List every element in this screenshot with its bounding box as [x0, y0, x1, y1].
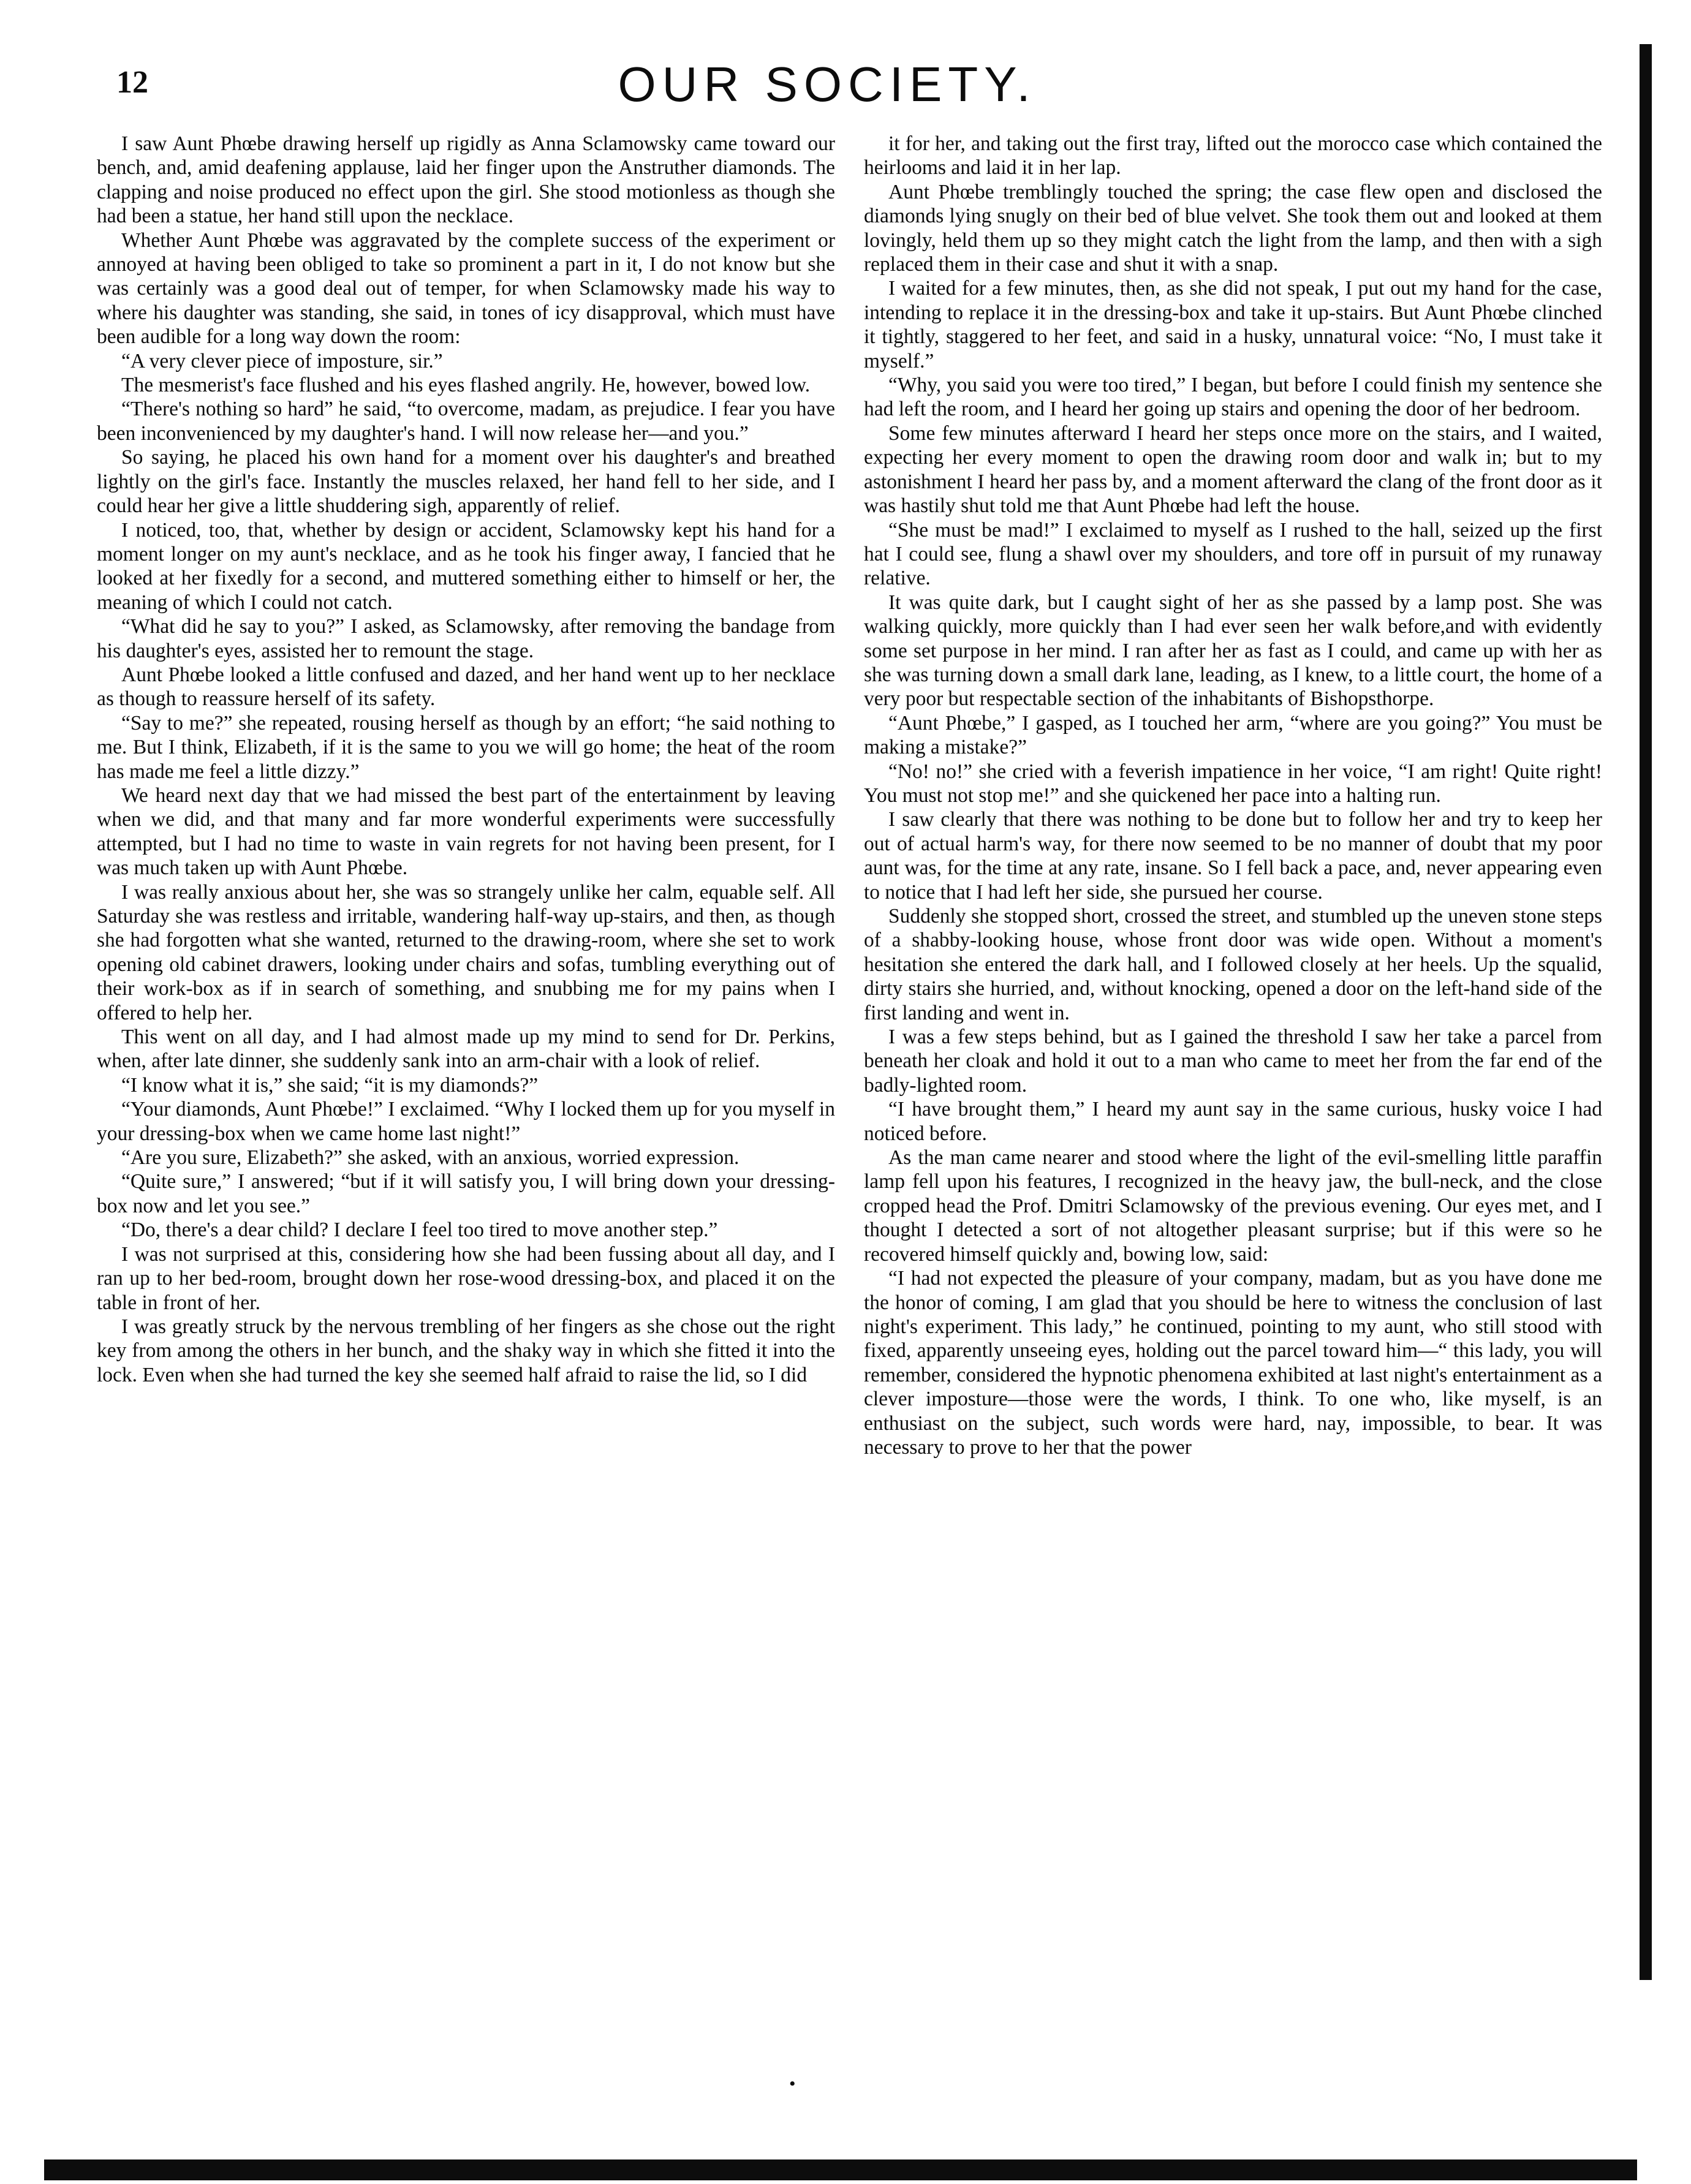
paragraph: So saying, he placed his own hand for a moment over his daughter's and breathed lightly on the girl's face. Instantly the muscles relaxed, her hand fell to her side, and I could hear her give a little shuddering sigh, apparently of relief.: [97, 446, 835, 518]
paragraph: I was not surprised at this, considering how she had been fussing about all day, and I ran up to her bed-room, brought down her rose-wood dressing-box, and placed it on the table in front of her.: [97, 1242, 835, 1314]
paragraph: “There's nothing so hard” he said, “to overcome, madam, as prejudice. I fear you have been inconvenienced by my daughter's hand. I will now release her—and you.”: [97, 398, 835, 445]
bottom-rule: [44, 2159, 1637, 2180]
paragraph: I noticed, too, that, whether by design or accident, Sclamowsky kept his hand for a moment longer on my aunt's necklace, and as he took his finger away, I fancied that he looked at her fixedly for a second, and muttered something either to himself or her, the meaning of which I could not catch.: [97, 518, 835, 614]
page-number: 12: [116, 65, 148, 100]
paragraph: This went on all day, and I had almost made up my mind to send for Dr. Perkins, when, after late dinner, she suddenly sank into an arm-chair with a look of relief.: [97, 1026, 835, 1073]
vertical-rule: [1640, 44, 1652, 1980]
footer-dot: •: [789, 2074, 796, 2094]
paragraph: Some few minutes afterward I heard her steps once more on the stairs, and I waited, expecting her every moment to open the drawing room door and walk in; but to my astonishment I heard her pass by, and a moment afterward the clang of the front door as it was hastily shut told me that Aunt Phœbe had left the house.: [864, 421, 1602, 518]
paragraph: I saw Aunt Phœbe drawing herself up rigidly as Anna Sclamowsky came toward our bench, and, amid deafening applause, laid her finger upon the Anstruther diamonds. The clapping and noise produced no effect upon the girl. She stood motionless as though she had been a statue, her hand still upon the necklace.: [97, 132, 835, 228]
paragraph: “Do, there's a dear child? I declare I feel too tired to move another step.”: [121, 1219, 718, 1242]
paragraph: As the man came nearer and stood where the light of the evil-smelling little paraffin lamp fell upon his features, I recognized in the heavy jaw, the bull-neck, and the close cropped head the Prof. Dmitri Sclamowsky of the previous evening. Our eyes met, and I thought I detected a sort of not altogether pleasant surprise; but if this were so he recovered himself quickly and, bowing low, said:: [864, 1146, 1602, 1266]
paragraph: I was greatly struck by the nervous trembling of her fingers as she chose out the right key from among the others in her bunch, and the shaky way in which she fitted it into the lock. Even when she had turned the key she seemed half afraid to raise the lid, so I did: [97, 1315, 835, 1386]
paragraph: “A very clever piece of imposture, sir.”: [121, 349, 443, 372]
paragraph: “Aunt Phœbe,” I gasped, as I touched her arm, “where are you going?” You must be making a mistake?”: [864, 711, 1602, 759]
paragraph: Aunt Phœbe looked a little confused and dazed, and her hand went up to her necklace as though to reassure herself of its safety.: [97, 663, 835, 711]
paragraph: “She must be mad!” I exclaimed to myself as I rushed to the hall, seized up the first hat I could see, flung a shawl over my shoulders, and tore off in pursuit of my runaway relative.: [864, 518, 1602, 590]
paragraph: Suddenly she stopped short, crossed the street, and stumbled up the uneven stone steps of a shabby-looking house, whose front door was wide open. Without a moment's hesitation she entered the dark hall, and I followed closely at her heels. Up the squalid, dirty stairs she hurried, and, without knocking, opened a door on the left-hand side of the first landing and went in.: [864, 905, 1602, 1024]
paragraph: “No! no!” she cried with a feverish impatience in her voice, “I am right! Quite right! You must not stop me!” and she quickened her pace into a halting run.: [864, 760, 1602, 807]
paragraph: “Why, you said you were too tired,” I began, but before I could finish my sentence she had left the room, and I heard her going up stairs and opening the door of her bedroom.: [864, 374, 1602, 421]
paragraph: We heard next day that we had missed the best part of the entertainment by leaving when we did, and that many and far more wonderful experiments were successfully attempted, but I had no time to waste in vain regrets for not having been present, for I was much taken up with Aunt Phœbe.: [97, 784, 835, 880]
paragraph: The mesmerist's face flushed and his eyes flashed angrily. He, however, bowed low.: [121, 374, 811, 397]
paragraph: “Are you sure, Elizabeth?” she asked, with an anxious, worried expression.: [121, 1146, 740, 1169]
paragraph: “Quite sure,” I answered; “but if it will satisfy you, I will bring down your dressing-box now and let you see.”: [97, 1170, 835, 1217]
paragraph: “What did he say to you?” I asked, as Sclamowsky, after removing the bandage from his daughter's eyes, assisted her to remount the stage.: [97, 615, 835, 662]
left-column: [97, 132, 835, 2025]
paragraph: “Say to me?” she repeated, rousing herself as though by an effort; “he said nothing to me. But I think, Elizabeth, if it is the same to you we will go home; the heat of the room has made me feel a little dizzy.”: [97, 711, 835, 783]
paragraph: I was a few steps behind, but as I gained the threshold I saw her take a parcel from beneath her cloak and hold it out to a man who came to meet her from the far end of the badly-lighted room.: [864, 1026, 1602, 1097]
paragraph: I saw clearly that there was nothing to be done but to follow her and try to keep her out of actual harm's way, for there now seemed to be no manner of doubt that my poor aunt was, for the time at any rate, insane. So I fell back a pace, and, never appearing even to notice that I had left her side, she pursued her course.: [864, 808, 1602, 904]
paragraph: “I know what it is,” she said; “it is my diamonds?”: [121, 1073, 539, 1097]
paragraph: It was quite dark, but I caught sight of her as she passed by a lamp post. She was walking quickly, more quickly than I had ever seen her walk before,and with evidently some set purpose in her mind. I ran after her as fast as I could, and came up with her as she was turning down a small dark lane, leading, as I knew, to a little court, the home of a very poor but respectable section of the inhabitants of Bishopsthorpe.: [864, 591, 1602, 711]
right-column: [864, 132, 1602, 2025]
paragraph: Aunt Phœbe tremblingly touched the spring; the case flew open and disclosed the diamonds lying snugly on their bed of blue velvet. She took them out and looked at them lovingly, held them up so they might catch the light from the lamp, and then with a sigh replaced them in their case and shut it with a snap.: [864, 180, 1602, 276]
paragraph: “I have brought them,” I heard my aunt say in the same curious, husky voice I had noticed before.: [864, 1098, 1602, 1145]
paragraph: “Your diamonds, Aunt Phœbe!” I exclaimed. “Why I locked them up for you myself in your dressing-box when we came home last night!”: [97, 1098, 835, 1145]
paragraph: Whether Aunt Phœbe was aggravated by the complete success of the experiment or annoyed at having been obliged to take so prominent a part in it, I do not know but she was certainly was a good deal out of temper, for when Sclamowsky made his way to where his daughter was standing, she said, in tones of icy disapproval, which must have been audible for a long way down the room:: [97, 229, 835, 349]
running-title: OUR SOCIETY.: [618, 57, 1037, 111]
paragraph: it for her, and taking out the first tray, lifted out the morocco case which contained the heirlooms and laid it in her lap.: [864, 132, 1602, 179]
paragraph: I waited for a few minutes, then, as she did not speak, I put out my hand for the case, intending to replace it in the dressing-box and take it up-stairs. But Aunt Phœbe clinched it tightly, staggered to her feet, and said in a husky, unnatural voice: “No, I must take it myself.”: [864, 277, 1602, 372]
paragraph: “I had not expected the pleasure of your company, madam, but as you have done me the honor of coming, I am glad that you should be here to witness the conclusion of last night's experiment. This lady,” he continued, pointing to my aunt, who still stood with fixed, apparently unseeing eyes, holding out the parcel toward him—“ this lady, you will remember, considered the hypnotic phenomena exhibited at last night's entertainment as a clever imposture—those were the words, I think. To one who, like myself, is an enthusiast on the subject, such words were hard, nay, impossible, to bear. It was necessary to prove to her that the power: [864, 1267, 1602, 1459]
paragraph: I was really anxious about her, she was so strangely unlike her calm, equable self. All Saturday she was restless and irritable, wandering half-way up-stairs, and then, as though she had forgotten what she wanted, returned to the drawing-room, where she set to work opening old cabinet drawers, looking under chairs and sofas, tumbling everything out of their work-box as if in search of something, and snubbing me for my pains when I offered to help her.: [97, 880, 835, 1024]
